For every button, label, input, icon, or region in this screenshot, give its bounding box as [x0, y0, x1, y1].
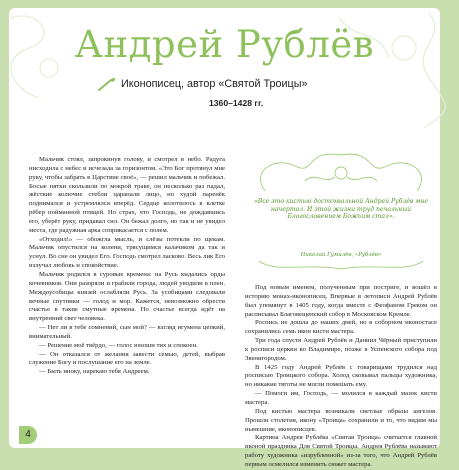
paragraph: В 1425 году Андрей Рублёв с товарищами трудился над росписью Троицкого собора. Холод сковывал пальцы художника, но никакие тяготы не могли помешать ему. [245, 363, 437, 389]
paragraph: Три года спустя Андрей Рублёв и Даниил Чёрный приступили к росписи церкви во Владимире, позже в Успенского собора под Звенигородом. [245, 337, 437, 362]
paragraph: «Отходил!» — обожгла мысль, и слёзы потекли по щекам. Мальчик опустился на колени, трясущимся калачиком да так и уснул. Во сне он увидел Его. Господь смотрел ласково. Весь лик Его излучал любовь и спокойствие. [29, 235, 225, 270]
quote-text: «Все это кистью достохвальной Андрей Рублёв мне начертал. И этой жизни труд печальный Благословением Божьим стал». [254, 198, 428, 221]
paintbrush-icon [97, 76, 117, 92]
paragraph: Под новым именем, полученным при постриге, и вошёл в историю монах-иконописец. Впервые в летописи Андрей Рублёв был упомянут в 1405 году, когда вместе с Феофаном Греком он расписывал Благовещенский собор в Московском Кремле. [245, 284, 437, 318]
paragraph: Картина Андрея Рублёва «Святая Троица» считается главной иконой праздника Для Святой Троицы. Андрея Рублёва называют работу художника «изрубленной» из-за того, что Андрей Рублёв первым осмелился изменить сюжет мастера. [245, 434, 437, 468]
paragraph: — Решение моё твёрдо, — голос юноши тих и спокоен. [39, 341, 198, 349]
paragraph: Мальчик стоял, запрокинув голову, и смотрел в небо. Радуга нисходила с небес и исчезала за горизонтом. «Это Бог протянул мне руку, чтобы забрать в Царствие своё», — решил мальчик и побежал. Босые пятки скользили по мокрой траве, он несколько раз падал, жёсткие колючие стебли царапали лицо, но худой паренёк поднимался и устремлялся вперёд. Сердце колотилось в клетке рёбер пойманной птицей. Но страх, что Господь, не дождавшись его, уберёт руку, придавал сил. Он бежал долго, но так и не увидел места, где радужная арка соприкасается с полем. [29, 156, 225, 234]
paragraph: Роспись не дошла до наших дней, но в соборном иконостасе сохранились семь икон кисти мастера. [245, 319, 437, 336]
page-subtitle: Иконописец, автор «Святой Троицы» [121, 78, 308, 90]
paragraph: — Нет ли в тебе сомнений, сын мой? — взгляд игумена цепкий, внимательный. [29, 324, 225, 340]
quote-box [245, 151, 437, 273]
page-number: 4 [19, 426, 37, 444]
quote-author: Николай Гумилёв, «Рублёв» [300, 252, 382, 258]
paragraph: — Помоги им, Господь, — молился в каждый мазок кисти мастера. [245, 390, 437, 406]
page-title: Андрей Рублёв [74, 23, 375, 66]
book-page [9, 8, 440, 468]
lifespan-years: 1360–1428 гг. [209, 98, 264, 108]
paragraph: Под кистью мастера возникали светлые образы ангелов. Прошли столетия, икону «Троица» сохранили и то, что видим мы нынешние, иконописцев. [245, 407, 437, 433]
left-text-column [29, 156, 225, 377]
right-text-column [245, 284, 437, 470]
paragraph: — Он отказался от желания завести семью, детей, выбрав служение Богу и послушание его на земле. [29, 350, 225, 367]
paragraph: — Быть иноку, нарекаю тебя Андреем. [39, 368, 150, 376]
paragraph: Мальчик родился в суровые времена: на Русь кидались орды кочевников. Они разоряли и грабили города, людей уводили в плен. Междоусобицы князей ослабляли Русь. За усобицами следовали вечные спутники — голод и мор. Кажется, невозможно обрести счастье в такие смутные времена. Но счастье всегда идёт на внутренний свет человека. [29, 270, 225, 323]
